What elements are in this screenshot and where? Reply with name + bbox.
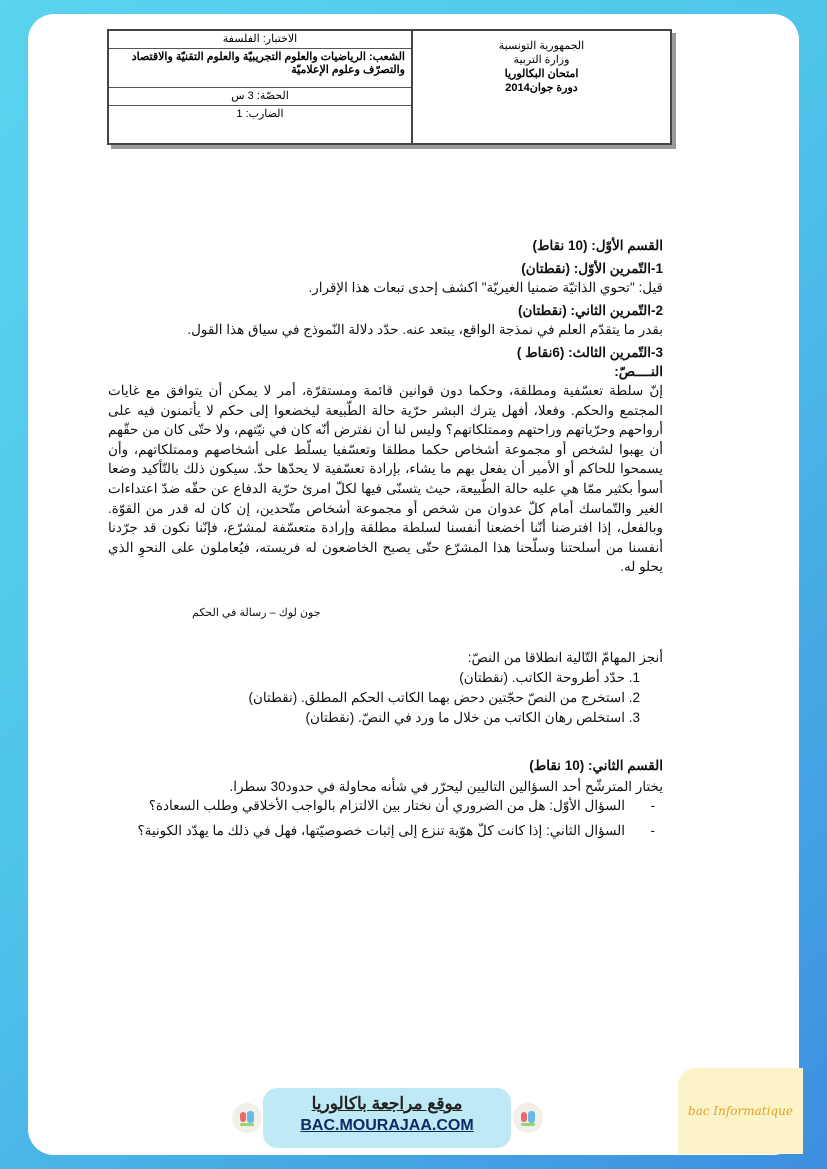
task-item: 2. استخرج من النصّ حجّتين دحض بهما الكاتب الحكم المطلق. (نقطتان) — [108, 688, 625, 707]
part-two-intro: يختار المترشّح أحد السؤالين التاليين ليحرّر في شأنه محاولة في حدود30 سطرا. — [229, 779, 663, 794]
part-one-title: القسم الأوّل: (10 نقاط) — [532, 238, 663, 253]
part-two — [108, 756, 663, 846]
site-logo-icon — [513, 1103, 543, 1133]
exam-header-table — [107, 29, 672, 145]
tasks-intro: أنجز المهامّ التّالية انطلاقا من النصّ: — [467, 650, 663, 665]
part-two-title: القسم الثاني: (10 نقاط) — [529, 758, 663, 773]
exam-subject: الاختبار: الفلسفة — [109, 31, 411, 49]
philosophy-text: إنّ سلطة تعسّفية ومطلقة، وحكما دون قوانين قائمة ومستقرّة، أمر لا يمكن أن يتوافق مع غايات المجتمع والحكم. وفعلا، أفهل يترك البشر حرّية حالة الطّبيعة ليخضعوا إلى حكم لا يأتمنون فيه على أرواحهم وحرّياتهم وراحتهم وممتلكاتهم؟ وليس لنا أن نفترض أنّه كان في نيّتهم، ولا حتّى كان من حقّهم أن يهبوا لشخص أو مجموعة أشخاص حكما مطلقا وتعسّفيا يسلّط على أشخاصهم وممتلكاتهم، وأن يسمحوا للحاكم أو الأمير أن يفعل بهم ما يشاء، بإرادة تعسّفية لا يحدّها حدّ. سيكون ذلك بالتّأكيد وضعا أسوأ بكثير ممّا هي عليه حالة الطّبيعة، حيث يتسنّى فيها لكلّ امرئ حرّية الدفاع عن حقّه ضدّ اعتداءات الغير والتّماسك أمام كلّ عدوان من شخص أو مجموعة أشخاص متّحدين، إن كان له قدر من القوّة. وبالفعل، إذا افترضنا أنّنا أخضعنا أنفسنا لسلطة مطلقة وإرادة متعسّفة لمشرّع، فإنّنا نكون قد جرّدنا أنفسنا من أسلحتنا وسلّحنا هذا المشرّع حتّى يصبح الخاضعون له فريسته، فيُعاملون على النحوِ الذي يحلو له. — [108, 383, 663, 575]
task-item: 3. استخلص رهان الكاتب من خلال ما ورد في النصّ. (نقطتان) — [108, 708, 625, 727]
bac-title: امتحان البكالوريا — [504, 68, 579, 80]
question-2: - السؤال الثاني: إذا كانت كلّ هوّية تنزع إلى إثبات خصوصيّتها، فهل في ذلك ما يهدّد الكونية؟ — [108, 821, 625, 840]
exam-sheet — [28, 14, 799, 1155]
text-author: جون لوك – رسالة في الحكم — [192, 607, 321, 619]
exam-sections: الشعب: الرياضيات والعلوم التجريبيّة والعلوم التقنيّة والاقتصاد والتصرّف وعلوم الإعلاميّة — [109, 49, 411, 88]
question-1: - السؤال الأوّل: هل من الضروري أن نختار بين الالتزام بالواجب الأخلاقي وطلب السعادة؟ — [108, 796, 625, 815]
exam-info-column — [109, 31, 413, 143]
site-url-link[interactable]: BAC.MOURAJAA.COM — [300, 1117, 474, 1134]
exam-duration: الحصّة: 3 س — [109, 88, 411, 106]
exercise-2-text: بقدر ما يتقدّم العلم في نمذجة الواقع، يبتعد عنه. حدّد دلالة النّموذج في سياق هذا القول. — [187, 322, 663, 337]
ministry-column — [413, 31, 670, 143]
site-badge[interactable] — [263, 1088, 511, 1148]
text-label: النــــصّ: — [614, 364, 663, 379]
site-logo-icon — [232, 1103, 262, 1133]
tasks-block — [108, 648, 663, 728]
ministry-name: وزارة التربية — [513, 54, 570, 66]
session-label: دورة جوان2014 — [505, 82, 578, 94]
site-name-ar[interactable]: موقع مراجعة باكالوريا — [311, 1094, 463, 1113]
bac-informatique-logo: bac Informatique — [678, 1068, 803, 1154]
exam-coefficient: الضارب: 1 — [236, 108, 284, 120]
task-item: 1. حدّد أطروحة الكاتب. (نقطتان) — [108, 668, 625, 687]
tasks-list — [108, 668, 663, 727]
questions-list — [108, 796, 663, 840]
exercise-2-title: 2-التّمرين الثاني: (نقطتان) — [517, 303, 663, 318]
republic-name: الجمهورية التونسية — [498, 40, 585, 52]
part-one — [108, 236, 663, 577]
exercise-1-title: 1-التّمرين الأوّل: (نقطتان) — [521, 261, 663, 276]
exercise-1-text: قيل: "تحوي الذاتيّة ضمنيا الغيريّة" اكشف إحدى تبعات هذا الإقرار. — [308, 280, 663, 295]
exercise-3-title: 3-التّمرين الثالث: (6نقاط ) — [516, 345, 663, 360]
